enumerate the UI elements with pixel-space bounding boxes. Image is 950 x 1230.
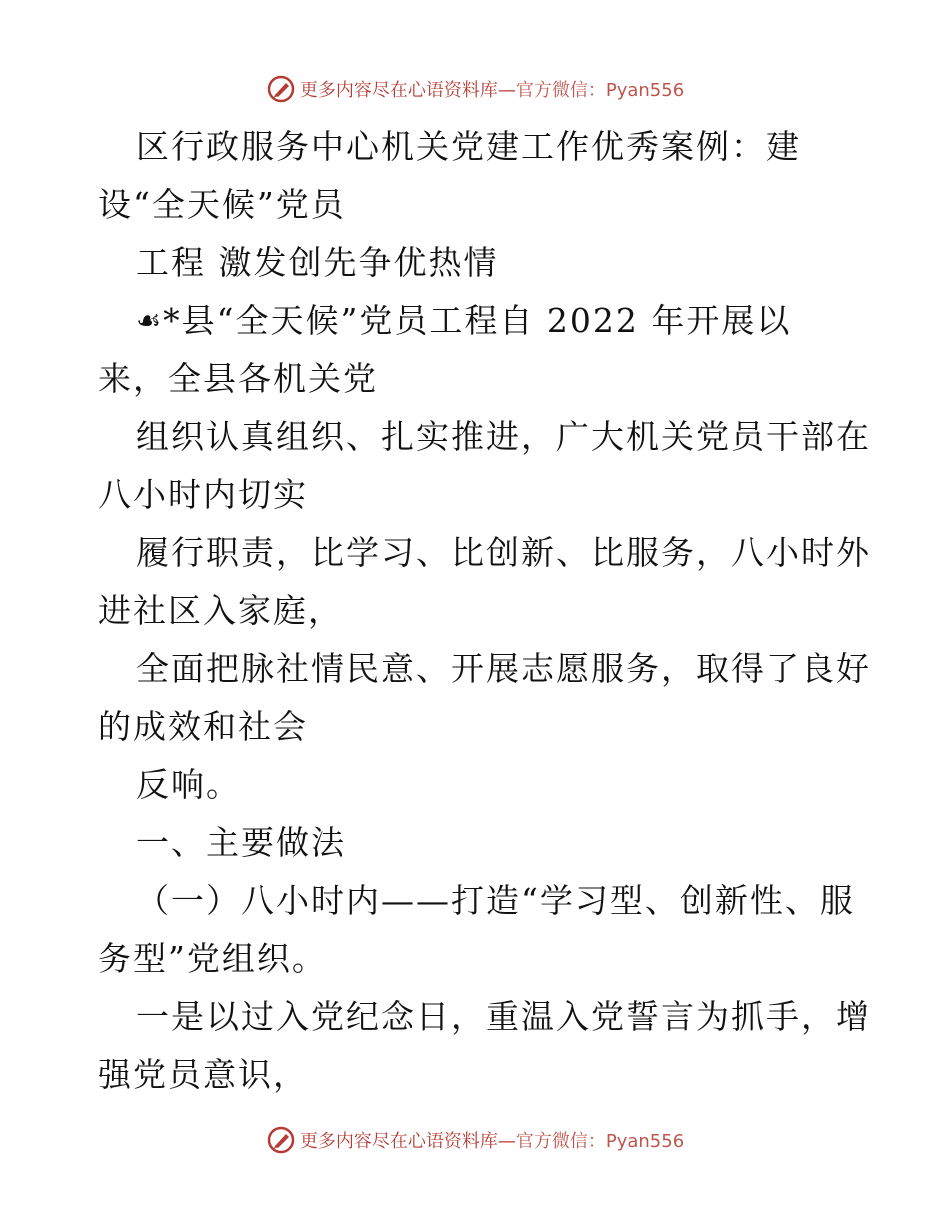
doc-line-8: 履行职责，比学习、比创新、比服务，八小时外 — [136, 533, 871, 572]
doc-line-2: 设“全天候”党员 — [98, 185, 346, 224]
doc-line-4 — [98, 292, 858, 350]
doc-line-5: 来，全县各机关党 — [98, 359, 378, 398]
doc-line-16: 一是以过入党纪念日，重温入党誓言为抓手，增 — [136, 997, 871, 1036]
watermark-text: 更多内容尽在心语资料库—官方微信：Pyan556 — [299, 80, 685, 101]
doc-line-4-text: *县“全天候”党员工程自 2022 年开展以 — [163, 301, 792, 340]
doc-line-10: 全面把脉社情民意、开展志愿服务，取得了良好 — [136, 649, 871, 688]
document-body — [98, 118, 871, 1104]
section-heading: 一、主要做法 — [136, 823, 346, 862]
watermark-brand-footer — [266, 1125, 684, 1155]
footer-watermark — [0, 1123, 950, 1157]
pen-in-circle-icon — [266, 1125, 296, 1155]
doc-line-7: 八小时内切实 — [98, 475, 308, 514]
doc-line-17: 强党员意识， — [98, 1055, 308, 1094]
doc-line-14: （一）八小时内——打造“学习型、创新性、服 — [136, 881, 855, 920]
doc-line-1: 区行政服务中心机关党建工作优秀案例：建 — [136, 127, 801, 166]
doc-line-15: 务型”党组织。 — [98, 939, 327, 978]
doc-line-9: 进社区入家庭， — [98, 591, 343, 630]
doc-line-3: 工程 激发创先争优热情 — [136, 243, 499, 282]
header-watermark — [0, 72, 950, 106]
fleuron-icon: ☙ — [136, 304, 164, 337]
doc-line-12: 反响。 — [136, 765, 241, 804]
pen-in-circle-icon — [266, 74, 296, 104]
watermark-brand — [266, 74, 684, 104]
watermark-text-footer: 更多内容尽在心语资料库—官方微信：Pyan556 — [299, 1131, 685, 1152]
doc-line-6: 组织认真组织、扎实推进，广大机关党员干部在 — [136, 417, 871, 456]
doc-line-11: 的成效和社会 — [98, 707, 308, 746]
